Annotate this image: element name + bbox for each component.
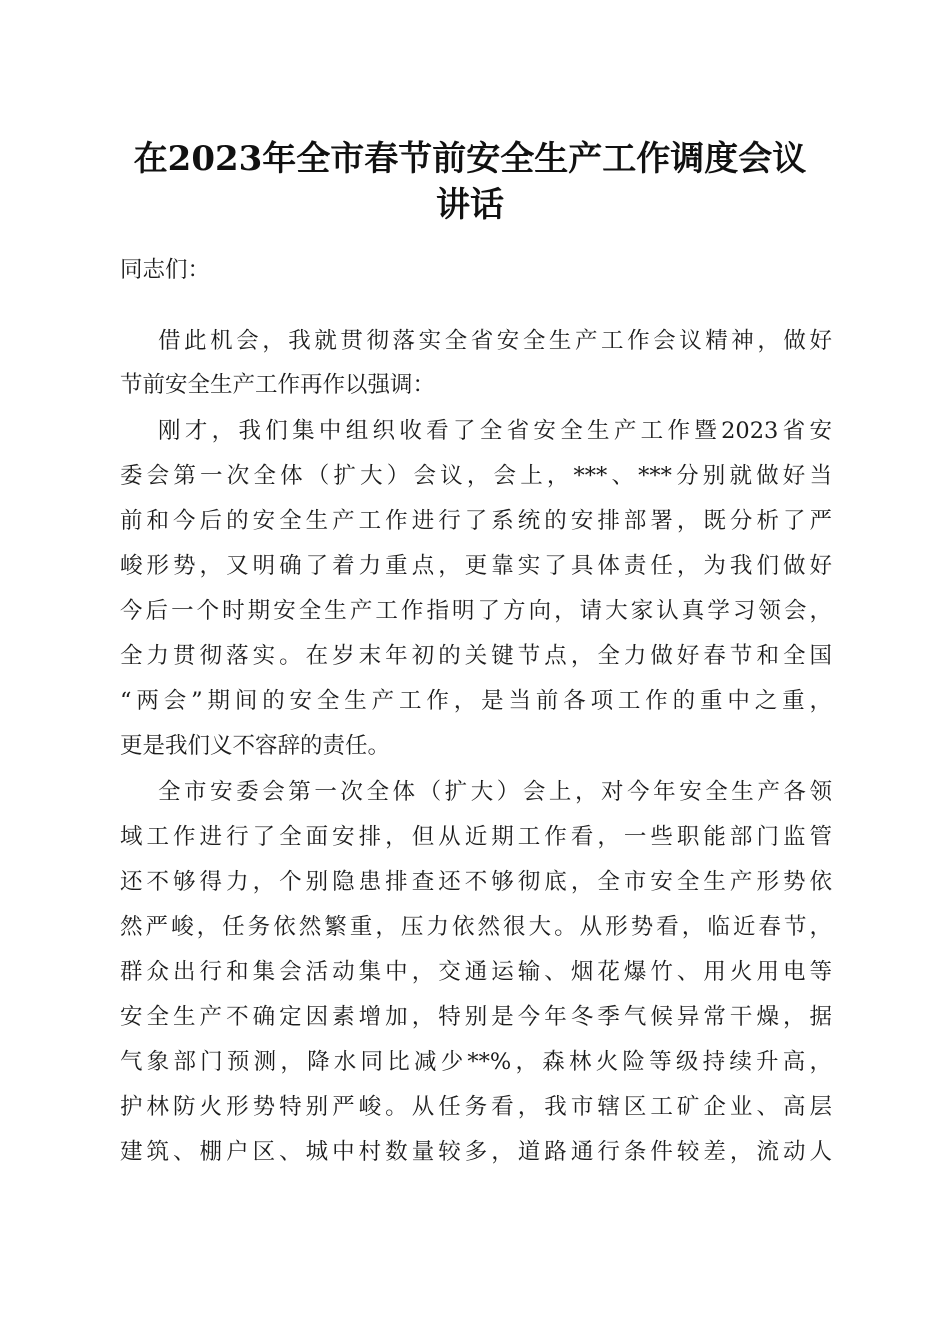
paragraph-2-line-2: 委会第一次全体（扩大）会议，会上，***、***分别就做好当 bbox=[120, 463, 832, 489]
paragraph-2-line-4: 峻形势，又明确了着力重点，更靠实了具体责任，为我们做好 bbox=[120, 553, 832, 579]
paragraph-2-line-6: 全力贯彻落实。在岁末年初的关键节点，全力做好春节和全国 bbox=[120, 643, 832, 669]
paragraph-3-line-8: 护林防火形势特别严峻。从任务看，我市辖区工矿企业、高层 bbox=[120, 1094, 832, 1120]
paragraph-2-line-5: 今后一个时期安全生产工作指明了方向，请大家认真学习领会， bbox=[120, 598, 832, 624]
paragraph-3-line-2: 域工作进行了全面安排，但从近期工作看，一些职能部门监管 bbox=[120, 824, 832, 850]
document-title-line-2: 讲话 bbox=[436, 185, 504, 225]
paragraph-2-line-3: 前和今后的安全生产工作进行了系统的安排部署，既分析了严 bbox=[120, 508, 832, 534]
document-title-line-1: 在2023年全市春节前安全生产工作调度会议 bbox=[133, 139, 807, 179]
paragraph-3-line-9: 建筑、棚户区、城中村数量较多，道路通行条件较差，流动人 bbox=[120, 1139, 832, 1165]
paragraph-3-line-6: 安全生产不确定因素增加，特别是今年冬季气候异常干燥，据 bbox=[120, 1004, 832, 1030]
paragraph-3-line-7: 气象部门预测，降水同比减少**%，森林火险等级持续升高， bbox=[120, 1049, 832, 1075]
paragraph-3-line-4: 然严峻，任务依然繁重，压力依然很大。从形势看，临近春节， bbox=[120, 914, 832, 940]
paragraph-3-line-5: 群众出行和集会活动集中，交通运输、烟花爆竹、用火用电等 bbox=[120, 959, 832, 985]
paragraph-3-line-3: 还不够得力，个别隐患排查还不够彻底，全市安全生产形势依 bbox=[120, 869, 832, 895]
salutation: 同志们： bbox=[120, 257, 211, 283]
paragraph-1-line-1: 借此机会，我就贯彻落实全省安全生产工作会议精神，做好 bbox=[158, 328, 832, 354]
paragraph-3-line-1: 全市安委会第一次全体（扩大）会上，对今年安全生产各领 bbox=[158, 779, 832, 805]
paragraph-2-line-1: 刚才，我们集中组织收看了全省安全生产工作暨2023省安 bbox=[158, 418, 832, 444]
paragraph-1-line-2: 节前安全生产工作再作以强调： bbox=[120, 372, 436, 398]
paragraph-2-line-7: “两会”期间的安全生产工作，是当前各项工作的重中之重， bbox=[120, 688, 832, 714]
paragraph-2-line-8: 更是我们义不容辞的责任。 bbox=[120, 733, 391, 759]
